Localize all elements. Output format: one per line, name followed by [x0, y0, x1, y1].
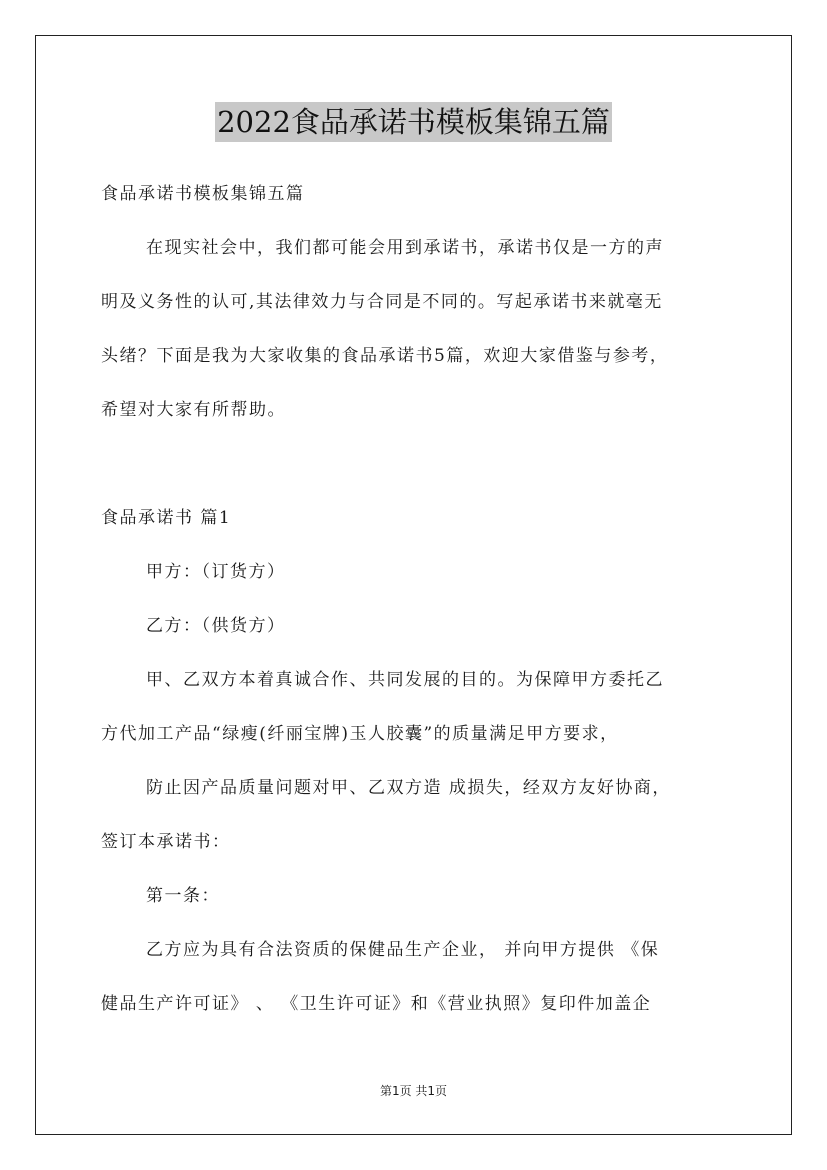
body-line-1: 甲、乙双方本着真诚合作、共同发展的目的。为保障甲方委托乙	[146, 670, 664, 690]
article-heading: 第一条：	[146, 886, 220, 906]
body-line-2: 方代加工产品“绿瘦(纤丽宝牌)玉人胶囊”的质量满足甲方要求，	[101, 724, 619, 744]
party-a-line: 甲方：（订货方）	[146, 562, 286, 582]
intro-line-2: 明及义务性的认可,其法律效力与合同是不同的。写起承诺书来就毫无	[101, 292, 663, 312]
intro-line-1: 在现实社会中，我们都可能会用到承诺书，承诺书仅是一方的声	[146, 238, 664, 258]
article-line-1: 乙方应为具有合法资质的保健品生产企业， 并向甲方提供 《保	[146, 940, 660, 960]
party-b-line: 乙方：（供货方）	[146, 616, 286, 636]
intro-line-4: 希望对大家有所帮助。	[101, 400, 286, 420]
title-container	[0, 102, 827, 142]
document-title: 2022食品承诺书模板集锦五篇	[215, 102, 612, 142]
section-heading: 食品承诺书 篇1	[101, 508, 232, 528]
body-line-4: 签订本承诺书：	[101, 832, 231, 852]
body-line-3: 防止因产品质量问题对甲、乙双方造 成损失，经双方友好协商，	[146, 778, 671, 798]
article-line-2: 健品生产许可证》 、 《卫生许可证》和《营业执照》复印件加盖企	[101, 994, 652, 1014]
intro-line-3: 头绪？下面是我为大家收集的食品承诺书5篇，欢迎大家借鉴与参考，	[101, 346, 669, 366]
page-footer: 第1页 共1页	[379, 1084, 448, 1098]
document-subtitle: 食品承诺书模板集锦五篇	[101, 184, 305, 204]
